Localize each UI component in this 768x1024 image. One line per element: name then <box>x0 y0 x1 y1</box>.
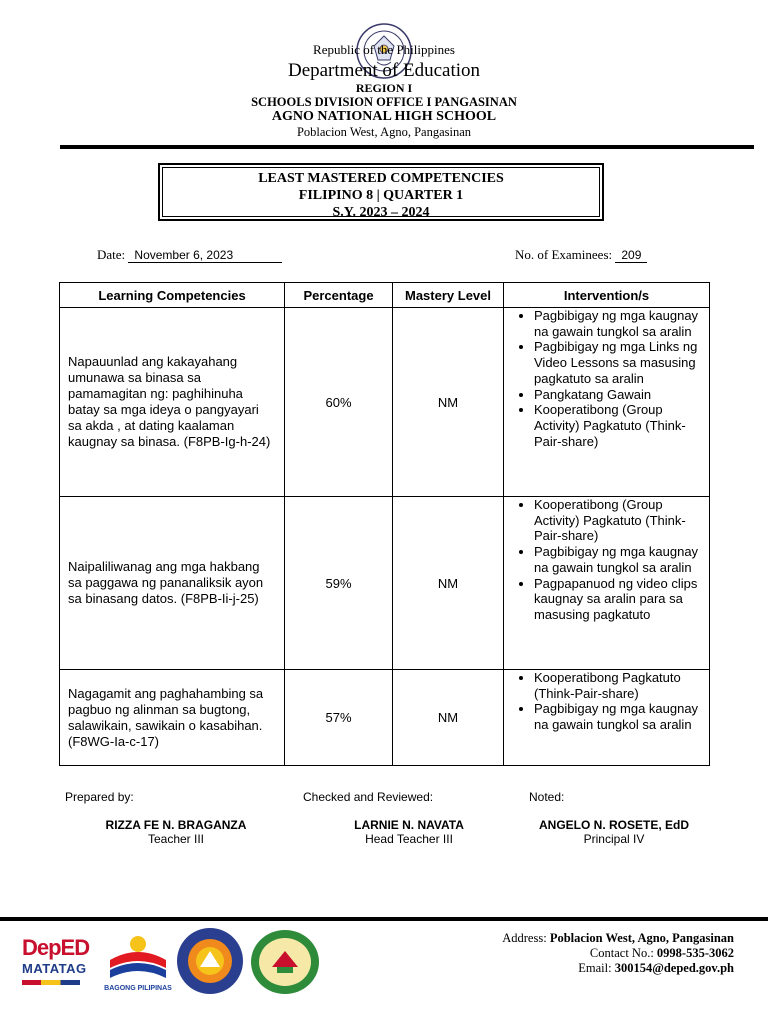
intervention-cell <box>504 670 710 766</box>
address-value: Poblacion West, Agno, Pangasinan <box>549 931 734 945</box>
matatag-stripe <box>22 980 80 985</box>
region-text: REGION I <box>355 81 413 95</box>
competencies-table <box>59 282 710 766</box>
intervention-cell <box>504 308 710 497</box>
header-interventions: Intervention/s <box>504 283 710 308</box>
matatag-logo-text: MATATAG <box>22 961 87 976</box>
division-text: SCHOOLS DIVISION OFFICE I PANGASINAN <box>251 95 517 109</box>
list-item: • Pagbibigay ng mga kaugnay na gawain tungkol sa aralin <box>534 701 703 732</box>
list-item: • Pagpapanuod ng video clips kaugnay sa aralin para sa masusing pagkatuto <box>534 576 703 623</box>
prepared-signature <box>80 818 272 846</box>
noted-signature <box>518 818 710 846</box>
checked-name: LARNIE N. NAVATA <box>354 818 464 832</box>
contact-label: Contact No.: <box>589 946 654 960</box>
intervention-list <box>510 670 703 733</box>
deped-logo-text: DepED <box>22 935 90 960</box>
prepared-label: Prepared by: <box>65 790 134 804</box>
date-value: November 6, 2023 <box>128 248 282 263</box>
table-row <box>60 670 710 766</box>
title-line-2: FILIPINO 8 | QUARTER 1 <box>298 188 464 203</box>
header-divider <box>60 145 754 149</box>
header-mastery: Mastery Level <box>393 283 504 308</box>
contact-value: 0998-535-3062 <box>656 946 734 960</box>
percentage-cell: 60% <box>285 308 393 497</box>
list-item: • Pangkatang Gawain <box>534 387 703 403</box>
table-header-row <box>60 283 710 308</box>
school-address: Poblacion West, Agno, Pangasinan <box>296 125 472 139</box>
division-seal-icon <box>176 927 244 995</box>
examinees-label: No. of Examinees: <box>515 247 613 262</box>
footer-email <box>578 961 734 976</box>
header-percentage: Percentage <box>285 283 393 308</box>
noted-label: Noted: <box>529 790 565 804</box>
checked-role: Head Teacher III <box>365 832 453 846</box>
competency-cell: Nagagamit ang paghahambing sa pagbuo ng alinman sa bugtong, salawikain, sawikain o kasabihan. (F8WG-Ia-c-17) <box>60 670 285 766</box>
list-item: • Kooperatibong (Group Activity) Pagkatuto (Think-Pair-share) <box>534 497 703 544</box>
date-row <box>97 247 282 263</box>
intervention-cell <box>504 497 710 670</box>
school-seal-icon <box>250 929 320 995</box>
address-label: Address: <box>502 931 547 945</box>
footer-contact <box>590 946 734 961</box>
prepared-name: RIZZA FE N. BRAGANZA <box>105 818 247 832</box>
email-label: Email: <box>578 961 612 975</box>
date-label: Date: <box>97 247 126 262</box>
list-item: • Pagbibigay ng mga kaugnay na gawain tungkol sa aralin <box>534 544 703 575</box>
percentage-cell: 59% <box>285 497 393 670</box>
bagong-pilipinas-text: BAGONG PILIPINAS <box>104 985 172 992</box>
school-name: AGNO NATIONAL HIGH SCHOOL <box>271 109 497 124</box>
footer-divider <box>0 917 768 921</box>
email-value: 300154@deped.gov.ph <box>614 961 734 975</box>
noted-role: Principal IV <box>583 832 645 846</box>
bagong-pilipinas-emblem-icon <box>102 930 174 982</box>
mastery-cell: NM <box>393 497 504 670</box>
checked-label: Checked and Reviewed: <box>303 790 434 804</box>
list-item: • Pagbibigay ng mga Links ng Video Lessons sa masusing pagkatuto sa aralin <box>534 339 703 386</box>
title-line-3: S.Y. 2023 – 2024 <box>332 205 430 220</box>
table-row <box>60 497 710 670</box>
deped-matatag-logo <box>22 936 94 994</box>
title-box <box>158 163 604 221</box>
percentage-cell: 57% <box>285 670 393 766</box>
competency-cell: Naipaliliwanag ang mga hakbang sa paggawa ng pananaliksik ayon sa binasang datos. (F8PB-Ii-j-25) <box>60 497 285 670</box>
competency-cell: Napauunlad ang kakayahang umunawa sa binasa sa pamamagitan ng: paghihinuha batay sa mga ideya o pangyayari sa akda , at dating kaalaman kaugnay sa binasa. (F8PB-Ig-h-24) <box>60 308 285 497</box>
table-row <box>60 308 710 497</box>
header-competencies: Learning Competencies <box>60 283 285 308</box>
examinees-value: 209 <box>615 248 647 263</box>
department-text: Department of Education <box>287 60 481 81</box>
intervention-list <box>510 308 703 449</box>
intervention-list <box>510 497 703 623</box>
list-item: • Pagbibigay ng mga kaugnay na gawain tungkol sa aralin <box>534 308 703 339</box>
noted-name: ANGELO N. ROSETE, EdD <box>538 818 689 832</box>
examinees-row <box>515 247 647 263</box>
bagong-pilipinas-logo <box>102 930 174 994</box>
list-item: • Kooperatibong Pagkatuto (Think-Pair-share) <box>534 670 703 701</box>
checked-signature <box>313 818 505 846</box>
footer-address <box>502 931 734 946</box>
mastery-cell: NM <box>393 308 504 497</box>
republic-text: Republic of the Philippines <box>313 42 455 57</box>
list-item: • Kooperatibong (Group Activity) Pagkatuto (Think-Pair-share) <box>534 402 703 449</box>
title-line-1: LEAST MASTERED COMPETENCIES <box>258 171 504 186</box>
mastery-cell: NM <box>393 670 504 766</box>
prepared-role: Teacher III <box>147 832 205 846</box>
